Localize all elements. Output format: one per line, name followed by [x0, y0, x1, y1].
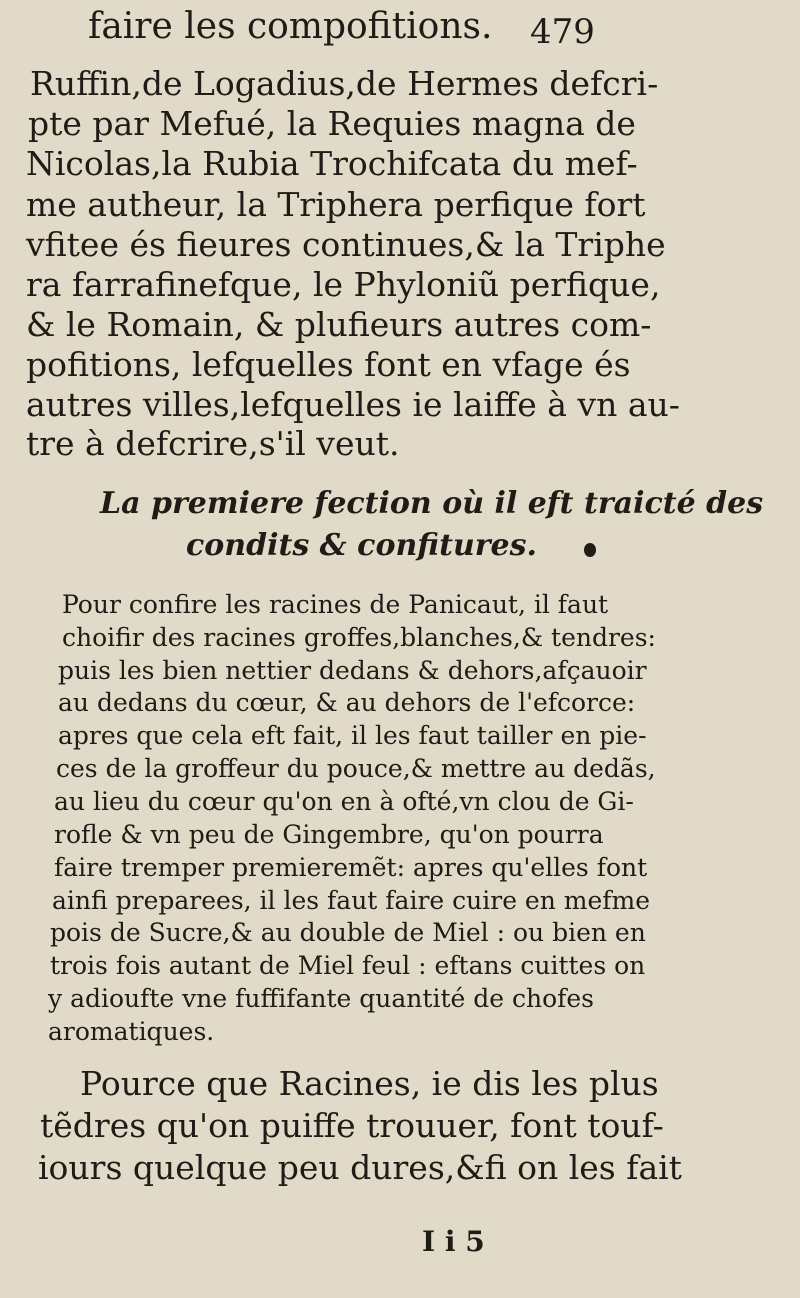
text-line: ra farrafinefque, le Phyloniũ perfique,: [26, 265, 661, 304]
text-line: Ruffin,de Logadius,de Hermes defcri-: [30, 64, 659, 103]
text-line: Pour confire les racines de Panicaut, il faut: [62, 590, 609, 619]
signature-mark: I i 5: [422, 1225, 485, 1258]
text-line: Nicolas,la Rubia Trochifcata du mef-: [26, 144, 638, 183]
text-line: pois de Sucre,& au double de Miel : ou bien en: [50, 918, 646, 947]
text-line: rofle & vn peu de Gingembre, qu'on pourra: [54, 820, 604, 849]
text-line: au lieu du cœur qu'on en à ofté,vn clou de Gi-: [54, 787, 634, 816]
text-line: vfitee és fieures continues,& la Triphe: [26, 225, 666, 264]
text-line: choifir des racines groffes,blanches,& tendres:: [62, 623, 656, 652]
heading-line: condits & confitures.: [186, 528, 537, 563]
text-line: pofitions, lefquelles font en vfage és: [26, 345, 631, 384]
text-line: puis les bien nettier dedans & dehors,afçauoir: [58, 656, 647, 685]
running-title: faire les compofitions.: [88, 6, 493, 47]
heading-line: La premiere fection où il eft traicté des: [100, 486, 764, 521]
text-line: trois fois autant de Miel feul : eftans cuittes on: [50, 951, 646, 980]
text-line: tẽdres qu'on puiffe trouuer, font touf-: [40, 1106, 664, 1145]
text-line: autres villes,lefquelles ie laiffe à vn au-: [26, 385, 680, 424]
text-line: faire tremper premieremẽt: apres qu'elles font: [54, 853, 648, 882]
text-line: pte par Mefué, la Requies magna de: [28, 104, 636, 143]
text-line: aromatiques.: [48, 1017, 215, 1046]
ornament-dot: [584, 543, 596, 557]
text-line: Pource que Racines, ie dis les plus: [80, 1064, 659, 1103]
text-line: apres que cela eft fait, il les faut tailler en pie-: [58, 721, 647, 750]
text-line: ainfi preparees, il les faut faire cuire en mefme: [52, 886, 651, 915]
text-line: ces de la groffeur du pouce,& mettre au dedãs,: [56, 754, 656, 783]
text-line: me autheur, la Triphera perfique fort: [26, 185, 646, 224]
text-line: tre à defcrire,s'il veut.: [26, 424, 400, 463]
page-number: 479: [530, 12, 595, 52]
text-line: iours quelque peu dures,&fi on les fait: [38, 1148, 682, 1187]
text-line: au dedans du cœur, & au dehors de l'efcorce:: [58, 688, 636, 717]
text-line: & le Romain, & plufieurs autres com-: [26, 305, 652, 344]
text-line: y adioufte vne fuffifante quantité de chofes: [48, 984, 595, 1013]
